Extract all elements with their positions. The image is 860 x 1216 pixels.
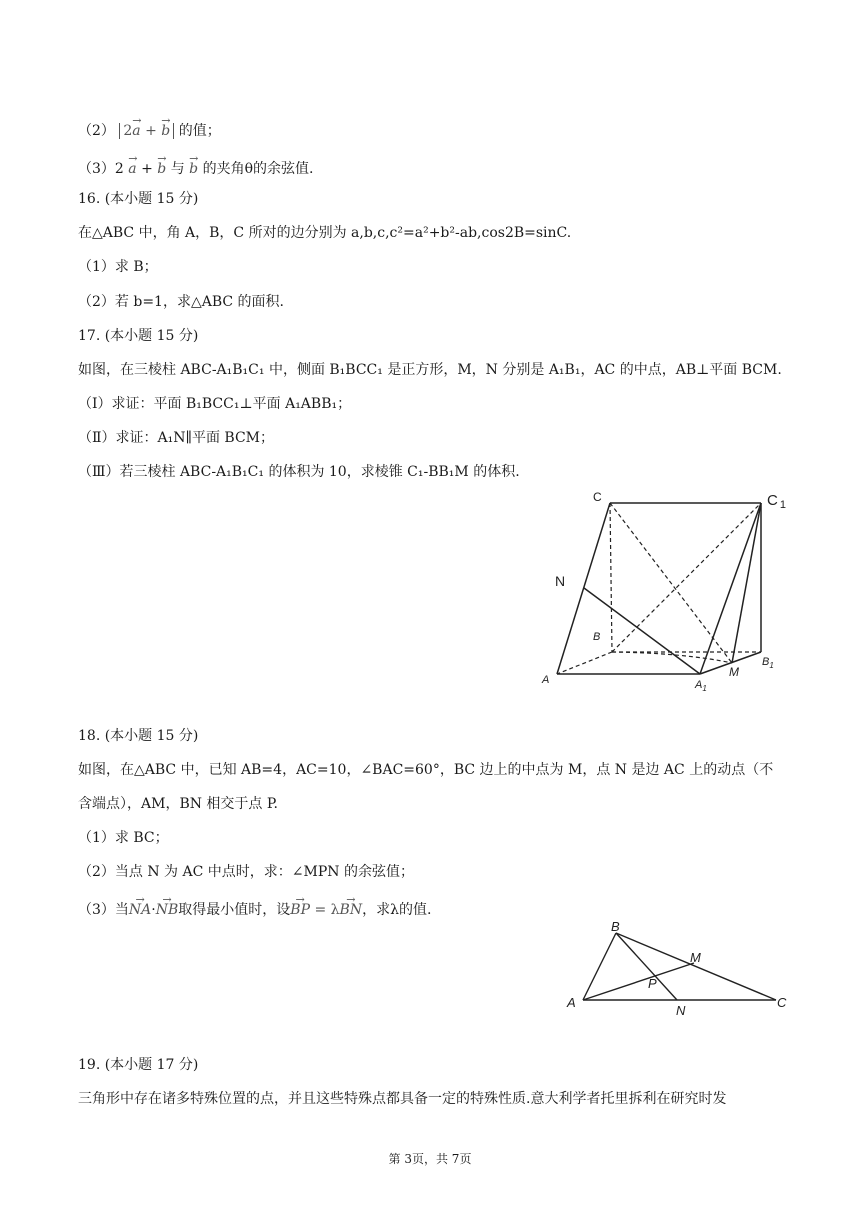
vector-NB: → NB: [156, 896, 179, 920]
q18-part1: （1）求 BC；: [78, 830, 169, 846]
q15-part3: [78, 155, 798, 179]
label-N: N: [676, 1003, 686, 1018]
label-C1: C $_1$: [767, 492, 786, 511]
q17-part1: （Ⅰ）求证：平面 B₁BCC₁⊥平面 A₁ABB₁；: [78, 396, 352, 412]
q15-part3-label: （3）2: [78, 161, 124, 177]
q16-part2: （2）若 b=1，求△ABC 的面积.: [78, 294, 284, 310]
vector-b: → b: [157, 155, 166, 179]
q15-part2-suffix: 的值；: [178, 123, 221, 139]
label-C: C: [593, 490, 602, 504]
label-N: N: [555, 573, 566, 589]
vector-b: → b: [189, 155, 198, 179]
label-A1: $A_1$: [695, 679, 707, 693]
q18-part3-label: （3）当: [78, 902, 129, 918]
dot-operator: ·: [151, 902, 156, 918]
label-B1: $B_1$: [762, 656, 774, 670]
q15-part2-expression: 2→ a + → b: [119, 123, 174, 139]
q15-part2-label: （2）: [78, 123, 115, 139]
page-footer: 第 3页，共 7页: [388, 1152, 472, 1166]
label-M: M: [690, 950, 701, 965]
vector-BP: → BP: [290, 896, 310, 920]
hidden-edge-B-A: [557, 652, 612, 674]
q18-part3-suffix: ，求λ的值.: [362, 902, 432, 918]
q17-part3: （Ⅲ）若三棱柱 ABC-A₁B₁C₁ 的体积为 10，求棱锥 C₁-BB₁M 的体积.: [78, 464, 520, 480]
label-P: P: [648, 976, 657, 991]
hidden-edge-C-M: [610, 503, 732, 663]
q18-stem-line2: 含端点），AM，BN 相交于点 P.: [78, 796, 278, 812]
hidden-edge-C-B: [610, 503, 612, 652]
plus-sign: +: [136, 161, 158, 177]
q17-header: 17. (本小题 15 分): [78, 328, 199, 344]
segment-B-N: [616, 933, 677, 1000]
label-B: B: [611, 919, 620, 934]
label-A: A: [567, 995, 576, 1010]
q16-header: 16. (本小题 15 分): [78, 191, 199, 207]
vector-BN: → BN: [340, 896, 363, 920]
vector-NA: → NA: [129, 896, 151, 920]
equals-lambda: = λ: [310, 902, 340, 918]
q17-stem: 如图，在三棱柱 ABC-A₁B₁C₁ 中，侧面 B₁BCC₁ 是正方形，M，N 分别是 A₁B₁，AC 的中点，AB⊥平面 BCM.: [78, 362, 782, 378]
q16-part1: （1）求 B；: [78, 259, 158, 275]
q19-header: 19. (本小题 17 分): [78, 1057, 199, 1073]
label-M: M: [729, 665, 739, 679]
median-A-M: [583, 963, 694, 1000]
label-A: A: [542, 674, 550, 686]
label-C: C: [777, 995, 787, 1010]
q17-part2: （Ⅱ）求证：A₁N∥平面 BCM；: [78, 430, 274, 446]
q15-with-text: 与: [166, 161, 190, 177]
q18-stem-line1: 如图，在△ABC 中，已知 AB=4，AC=10，∠BAC=60°，BC 边上的中点为 M，点 N 是边 AC 上的动点（不: [78, 762, 774, 778]
q16-stem: 在△ABC 中，角 A，B，C 所对的边分别为 a,b,c,c²=a²+b²-ab,cos2B=sinC.: [78, 225, 572, 241]
q18-part2: （2）当点 N 为 AC 中点时，求：∠MPN 的余弦值；: [78, 864, 414, 880]
edge-C1-A1: [700, 503, 761, 674]
q18-part3-mid: 取得最小值时，设: [178, 902, 291, 918]
q19-stem: 三角形中存在诸多特殊位置的点，并且这些特殊点都具备一定的特殊性质.意大利学者托里拆利在研究时发: [78, 1091, 727, 1107]
side-B-C: [616, 933, 776, 1000]
vector-b: → b: [161, 117, 170, 141]
q17-prism-figure: [535, 485, 795, 700]
q15-part3-suffix: 的夹角θ的余弦值.: [198, 161, 314, 177]
edge-N-A1: [584, 588, 700, 674]
label-B: B: [593, 631, 601, 643]
q18-header: 18. (本小题 15 分): [78, 728, 199, 744]
vector-a: → a: [132, 117, 140, 141]
vector-a: → a: [128, 155, 136, 179]
q15-part2: [78, 117, 798, 141]
q18-triangle-figure: [560, 912, 800, 1022]
